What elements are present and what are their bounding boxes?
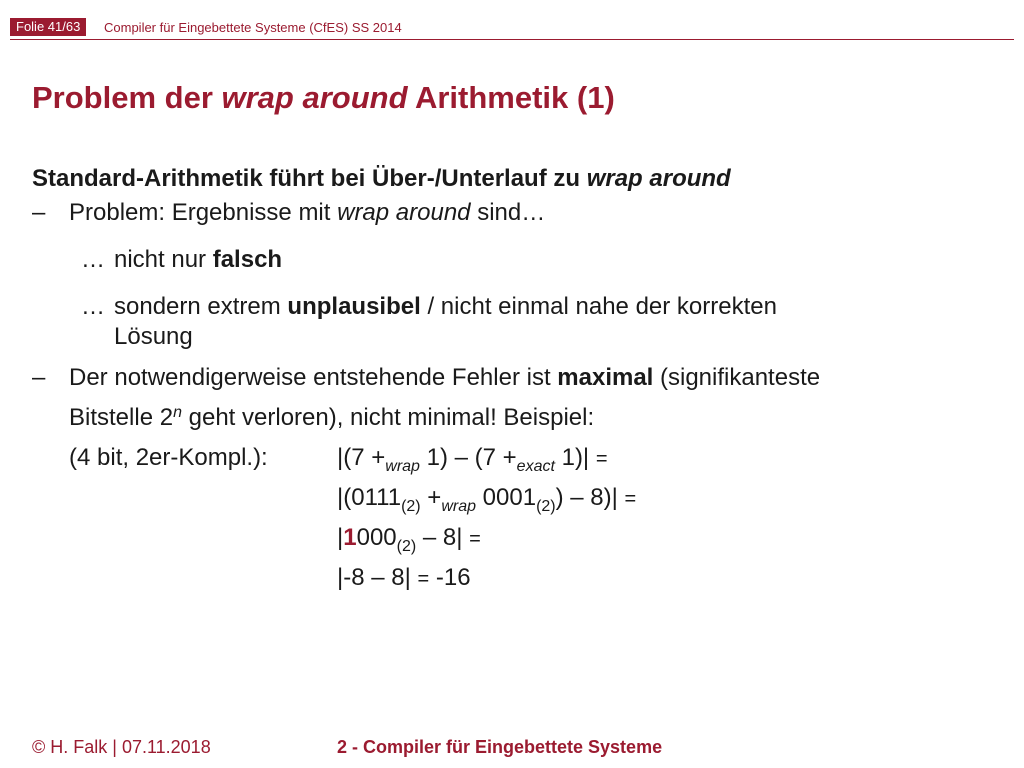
sub-text-end: / nicht einmal nahe der korrekten xyxy=(420,293,777,320)
eq-text: – 8| xyxy=(416,524,470,551)
footer-course-title: 2 - Compiler für Eingebettete Systeme xyxy=(337,737,663,757)
eq-text: + xyxy=(420,484,442,511)
bullet-problem xyxy=(32,198,992,245)
eq-text: 1) – (7 + xyxy=(419,444,517,471)
equals-sign: = xyxy=(624,488,637,510)
slide-number-badge: Folie 41/63 xyxy=(10,18,86,36)
slide-content xyxy=(32,158,992,603)
eq-text: 000 xyxy=(356,524,397,551)
title-text: Problem der xyxy=(32,80,222,115)
lost-bit-highlight: 1 xyxy=(343,524,357,551)
eq-text: | xyxy=(337,524,344,551)
sub-text: sondern extrem xyxy=(114,293,288,320)
eq-text: |(7 + xyxy=(337,444,386,471)
equation-line-2 xyxy=(32,483,992,523)
bullet-text-line2: Bitstelle 2 xyxy=(69,404,174,431)
sub-text-line2: Lösung xyxy=(114,323,193,350)
eq-text: |(0111 xyxy=(337,484,402,511)
equation-line-3 xyxy=(32,523,992,563)
eq-subscript: (2) xyxy=(536,498,556,515)
eq-subscript: exact xyxy=(516,458,555,475)
sub-bold: unplausibel xyxy=(287,293,421,320)
bullet-text: Problem: Ergebnisse mit xyxy=(69,199,338,226)
eq-subscript: wrap xyxy=(385,458,420,475)
title-emphasis: wrap around xyxy=(221,80,408,115)
lead-emphasis: wrap around xyxy=(586,165,731,192)
equation-line-4 xyxy=(32,563,992,603)
bullet-text-end: sind… xyxy=(470,199,546,226)
sub-text: nicht nur xyxy=(114,246,213,273)
equation-label: (4 bit, 2er-Kompl.): xyxy=(69,444,268,471)
eq-subscript: wrap xyxy=(441,498,476,515)
bullet-dash: – xyxy=(32,199,46,226)
eq-result: -16 xyxy=(429,564,471,591)
bullet-text-line2-end: geht verloren), nicht minimal! Beispiel: xyxy=(181,404,595,431)
equals-sign: = xyxy=(469,528,481,550)
lead-text: Standard-Arithmetik führt bei Über-/Unterlauf zu xyxy=(32,165,587,192)
bullet-emphasis: wrap around xyxy=(337,199,471,226)
eq-subscript: (2) xyxy=(396,538,417,555)
bullet-text: Der notwendigerweise entstehende Fehler ist xyxy=(69,364,558,391)
ellipsis: … xyxy=(81,293,105,320)
footer-author-date: © H. Falk | 07.11.2018 xyxy=(32,737,211,757)
equals-sign: = xyxy=(595,448,608,470)
sub-bold: falsch xyxy=(212,246,283,273)
slide-title xyxy=(32,78,615,118)
header-divider xyxy=(10,39,1014,40)
bullet-bold: maximal xyxy=(557,364,654,391)
bullet-dash: – xyxy=(32,364,46,391)
sub-point-false xyxy=(32,245,992,292)
eq-text: |-8 – 8| xyxy=(337,564,418,591)
ellipsis: … xyxy=(81,246,105,273)
course-title: Compiler für Eingebettete Systeme (CfES) SS 2014 xyxy=(104,20,402,35)
sub-point-implausible-cont xyxy=(32,322,992,363)
eq-text: 0001 xyxy=(476,484,537,511)
sub-point-implausible xyxy=(32,292,992,322)
exponent: n xyxy=(173,404,182,421)
equation-line-1 xyxy=(32,443,992,483)
eq-text: 1)| xyxy=(554,444,596,471)
eq-text: ) – 8)| xyxy=(555,484,625,511)
bullet-error-cont xyxy=(32,403,992,443)
eq-subscript: (2) xyxy=(401,498,421,515)
bullet-text-end: (signifikanteste xyxy=(653,364,821,391)
bullet-error xyxy=(32,363,992,403)
title-text-end: Arithmetik (1) xyxy=(407,80,615,115)
slide-header xyxy=(0,18,1024,40)
equals-sign: = xyxy=(417,568,430,590)
lead-statement xyxy=(32,158,992,198)
